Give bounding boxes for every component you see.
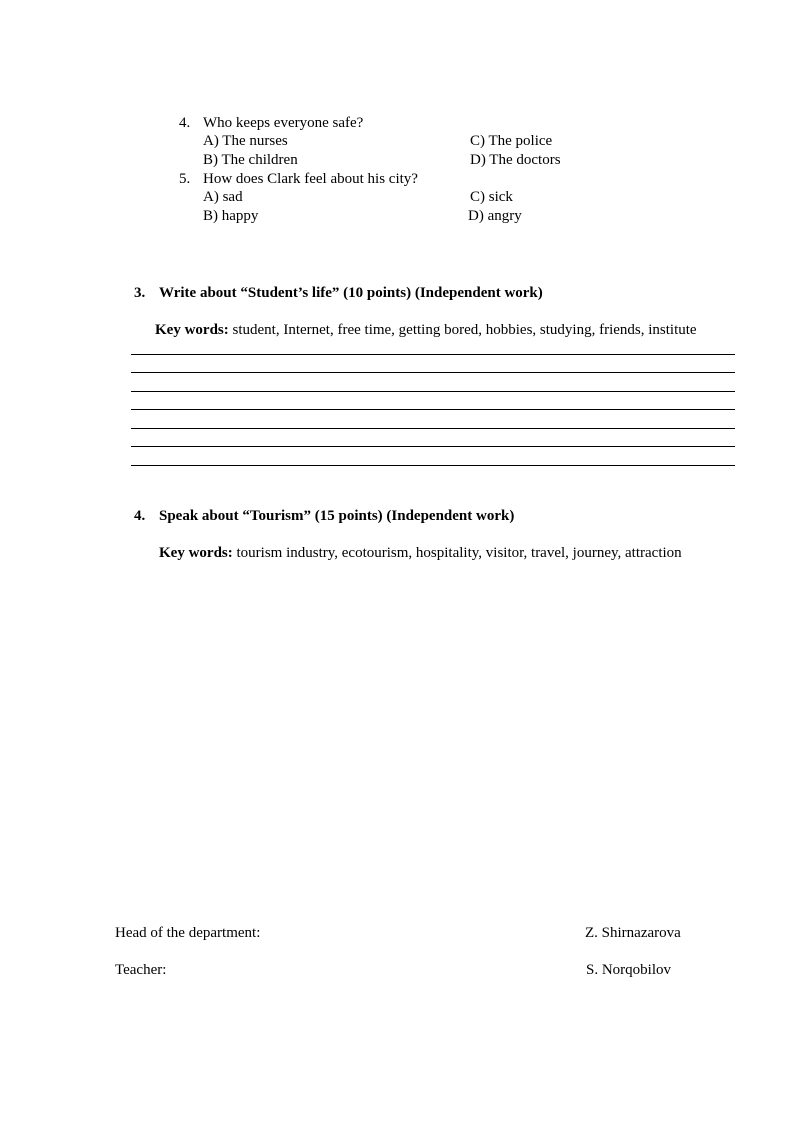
key-words-list: tourism industry, ecotourism, hospitality, visitor, travel, journey, attraction xyxy=(232,545,682,561)
option-d: D) The doctors xyxy=(470,152,561,168)
option-c: C) sick xyxy=(470,189,513,205)
answer-line[interactable] xyxy=(131,428,735,429)
key-words-label: Key words: xyxy=(155,322,229,338)
key-words-label: Key words: xyxy=(159,545,233,561)
answer-line[interactable] xyxy=(131,372,735,373)
answer-line[interactable] xyxy=(131,446,735,447)
option-a: A) The nurses xyxy=(203,133,288,149)
key-words-list: student, Internet, free time, getting bored, hobbies, studying, friends, institute xyxy=(228,322,697,338)
answer-line[interactable] xyxy=(131,465,735,466)
answer-line[interactable] xyxy=(131,391,735,392)
key-words xyxy=(155,321,697,339)
question-text: How does Clark feel about his city? xyxy=(203,171,418,187)
signature-role: Teacher: xyxy=(115,962,167,978)
option-b: B) happy xyxy=(203,208,259,224)
key-words xyxy=(159,544,682,562)
signature-role: Head of the department: xyxy=(115,925,261,941)
option-a: A) sad xyxy=(203,189,243,205)
option-b: B) The children xyxy=(203,152,298,168)
signature-name: Z. Shirnazarova xyxy=(585,925,681,941)
task-title: Speak about “Tourism” (15 points) (Independent work) xyxy=(159,508,515,524)
question-number: 5. xyxy=(179,171,191,187)
answer-line[interactable] xyxy=(131,354,735,355)
question-text: Who keeps everyone safe? xyxy=(203,115,364,131)
task-title: Write about “Student’s life” (10 points) (Independent work) xyxy=(159,285,543,301)
signature-name: S. Norqobilov xyxy=(586,962,672,978)
answer-line[interactable] xyxy=(131,409,735,410)
task-number: 3. xyxy=(134,285,146,301)
option-d: D) angry xyxy=(468,208,522,224)
task-number: 4. xyxy=(134,508,146,524)
question-number: 4. xyxy=(179,115,191,131)
option-c: C) The police xyxy=(470,133,553,149)
